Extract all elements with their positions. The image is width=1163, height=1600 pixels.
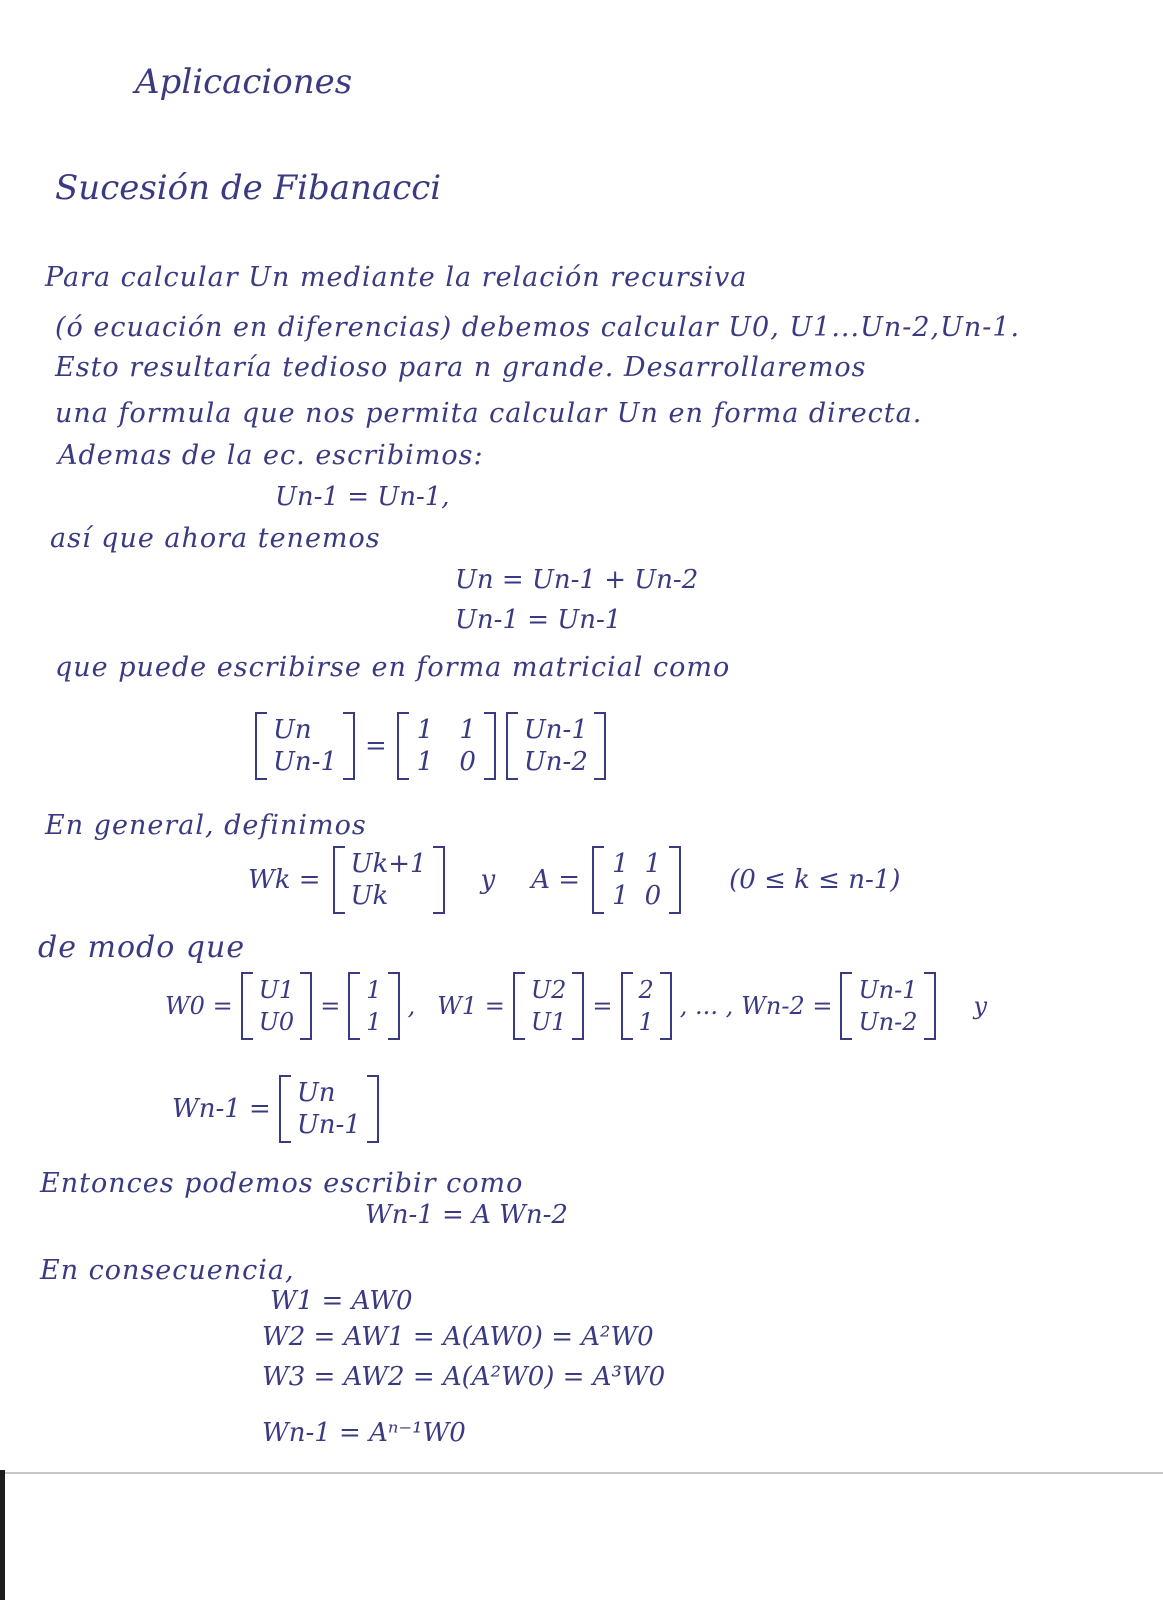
- matrix-entry: 1: [612, 881, 629, 911]
- range: (0 ≤ k ≤ n-1): [729, 865, 901, 895]
- vector: [333, 846, 445, 914]
- text-line: En general, definimos: [45, 810, 367, 841]
- paragraph-line: (ó ecuación en diferencias) debemos calcular U0, U1...Un-2,Un-1.: [55, 312, 1021, 343]
- matrix: [397, 712, 496, 780]
- vector: [348, 972, 399, 1040]
- vector: [840, 972, 935, 1040]
- label: Wn-2 =: [741, 992, 833, 1020]
- paragraph-line: Ademas de la ec. escribimos:: [58, 440, 484, 471]
- equation: W3 = AW2 = A(A²W0) = A³W0: [262, 1362, 666, 1392]
- matrix-entry: Un: [296, 1078, 336, 1108]
- label: W1 =: [437, 992, 505, 1020]
- equals-sign: =: [364, 731, 387, 761]
- matrix-entry: 1: [638, 1008, 654, 1036]
- matrix-entry: 1: [459, 715, 476, 745]
- matrix-entry: Un-2: [523, 747, 588, 777]
- matrix-entry: 0: [644, 881, 662, 911]
- matrix-entry: U1: [258, 976, 295, 1004]
- matrix-entry: 1: [612, 849, 629, 879]
- equation: Un-1 = Un-1,: [275, 482, 450, 512]
- matrix-entry: U2: [530, 976, 567, 1004]
- paragraph-line: una formula que nos permita calcular Un en forma directa.: [55, 398, 923, 429]
- paragraph-line: Esto resultaría tedioso para n grande. Desarrollaremos: [55, 352, 867, 383]
- label: Wk =: [248, 865, 321, 895]
- vector: [621, 972, 672, 1040]
- matrix-equation: [255, 712, 606, 780]
- text-line: que puede escribirse en forma matricial como: [55, 652, 731, 683]
- label: A =: [531, 865, 581, 895]
- matrix-entry: Un-1: [273, 747, 337, 777]
- page-title: Aplicaciones: [135, 62, 353, 102]
- definition: [248, 846, 900, 914]
- label: Wn-1 =: [172, 1094, 271, 1124]
- matrix-entry: Uk: [350, 881, 389, 911]
- matrix-entry: 1: [366, 1008, 382, 1036]
- wn1-definition: [172, 1075, 379, 1143]
- paragraph-line: Para calcular Un mediante la relación recursiva: [45, 262, 748, 293]
- matrix-entry: 1: [416, 715, 434, 745]
- scan-edge-bar: [0, 1470, 5, 1600]
- matrix-entry: 2: [638, 976, 654, 1004]
- equation: Wn-1 = Aⁿ⁻¹W0: [262, 1418, 466, 1448]
- equation: Un-1 = Un-1: [455, 605, 622, 635]
- matrix-entry: 1: [366, 976, 382, 1004]
- matrix-entry: 0: [459, 747, 476, 777]
- equation: W1 = AW0: [270, 1286, 413, 1316]
- vector: [255, 712, 355, 780]
- section-title: Sucesión de Fibanacci: [55, 168, 442, 208]
- ellipsis: , ... ,: [679, 992, 734, 1020]
- matrix-entry: Un: [273, 715, 312, 745]
- label: W0 =: [165, 992, 233, 1020]
- text-line: En consecuencia,: [40, 1255, 295, 1286]
- vector: [241, 972, 313, 1040]
- equals-sign: =: [320, 992, 341, 1020]
- matrix-entry: Un-1: [858, 976, 918, 1004]
- vector: [506, 712, 606, 780]
- comma: ,: [407, 992, 416, 1020]
- matrix-entry: U1: [530, 1008, 567, 1036]
- matrix-entry: Un-2: [858, 1008, 918, 1036]
- conjunction: y: [480, 865, 496, 895]
- w-list: [165, 972, 987, 1040]
- text-line: así que ahora tenemos: [50, 523, 381, 554]
- matrix: [592, 846, 681, 914]
- vector: [279, 1075, 379, 1143]
- matrix-entry: 1: [644, 849, 662, 879]
- text-line: Entonces podemos escribir como: [40, 1168, 524, 1199]
- equals-sign: =: [592, 992, 613, 1020]
- matrix-entry: Uk+1: [350, 849, 427, 879]
- conjunction: y: [973, 992, 988, 1020]
- matrix-entry: U0: [258, 1008, 295, 1036]
- vector: [513, 972, 585, 1040]
- matrix-entry: 1: [416, 747, 434, 777]
- text-line: de modo que: [38, 930, 246, 965]
- equation: W2 = AW1 = A(AW0) = A²W0: [262, 1322, 654, 1352]
- page-edge-line: [0, 1472, 1163, 1474]
- matrix-entry: Un-1: [523, 715, 588, 745]
- equation: Wn-1 = A Wn-2: [365, 1200, 568, 1230]
- equation: Un = Un-1 + Un-2: [455, 565, 699, 595]
- matrix-entry: Un-1: [296, 1110, 361, 1140]
